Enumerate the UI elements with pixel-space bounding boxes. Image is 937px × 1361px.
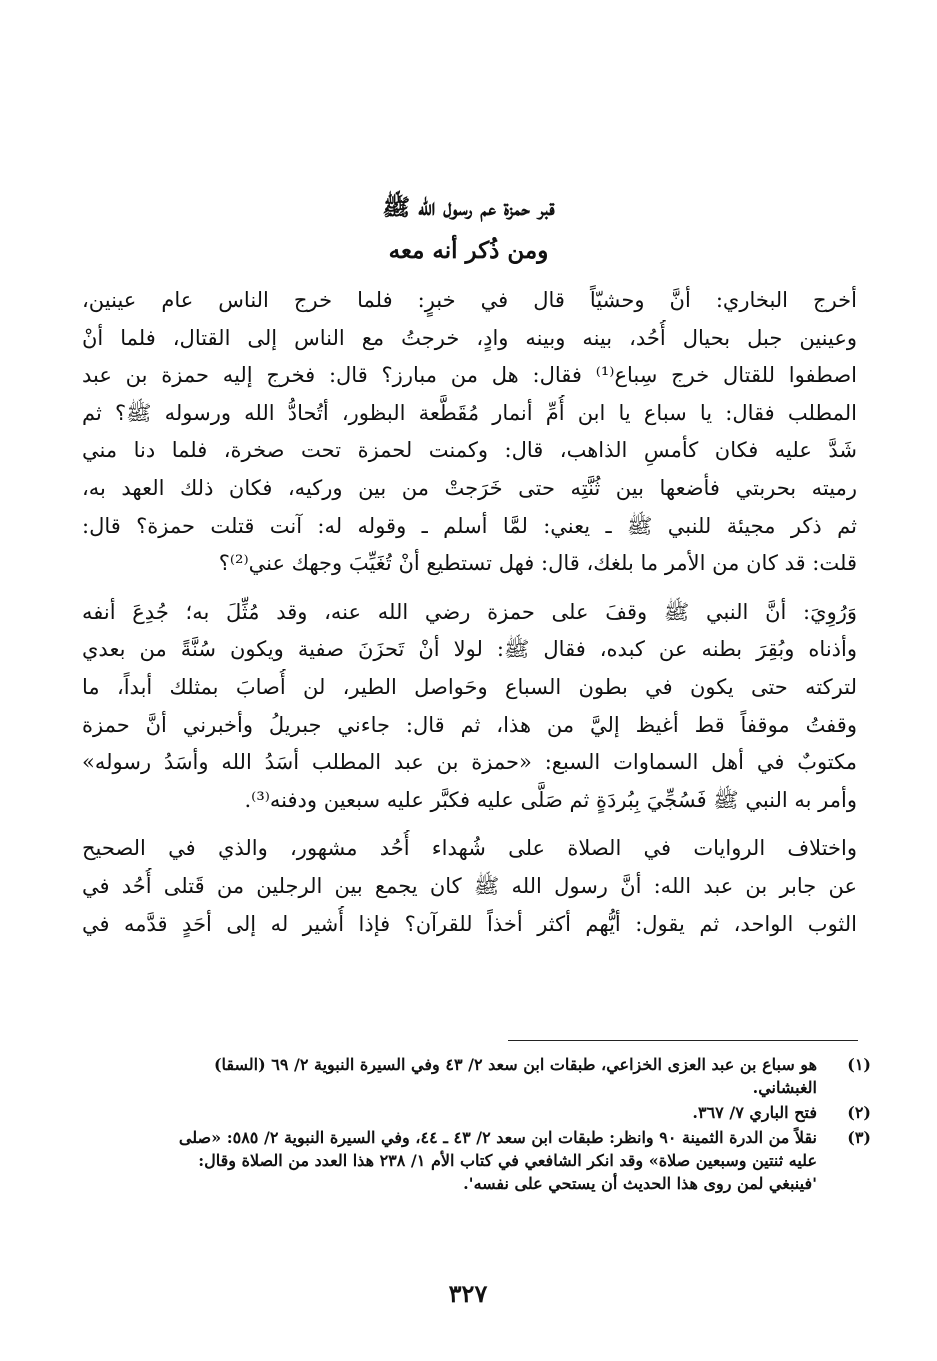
footnote-line: هو سباع بن عبد العزى الخزاعي، طبقات ابن سعد ٢/ ٤٣ وفي السيرة النبوية ٢/ ٦٩ (السقا) — [213, 1055, 817, 1074]
footnote-divider — [508, 1040, 858, 1041]
text-line: قلت: قد كان من الأمر ما بلغك، قال: فهل تستطيع أنْ تُغَيِّبَ وجهك عني⁽²⁾؟ — [218, 551, 857, 576]
footnote-number: (٢) — [847, 1103, 871, 1122]
footnote-line: عليه ثنتين وسبعين صلاة» وقد انكر الشافعي في كتاب الأم ١/ ٢٣٨ هذا العدد من الصلاة وقال: — [198, 1151, 817, 1170]
text-line: الثوب الواحد، ثم يقول: أيُّهم أكثر أخذاً للقرآن؟ فإذا أُشير له إلى أحَدٍ قدَّمه في — [82, 911, 857, 936]
chapter-title: قبر حمزة عم رسول الله ﷺ — [382, 194, 555, 221]
footnote-2 — [71, 1101, 871, 1124]
paragraph-bukhari — [82, 282, 857, 583]
text-line: مكتوبٌ في أهل السماوات السبع: «حمزة بن عبد المطلب أسَدُ الله وأسَدُ رسوله» — [82, 750, 857, 775]
footnote-line: 'فينبغي لمن روى هذا الحديث أن يستحي على نفسه'. — [463, 1174, 817, 1193]
text-line: وَرُوِيَ: أنَّ النبي ﷺ وقفَ على حمزة رضي الله عنه، وقد مُثِّلَ به؛ جُدِعَ أنفه — [82, 599, 857, 624]
footnote-line: الغبشاني. — [752, 1078, 817, 1097]
footnote-line: فتح الباري ٧/ ٣٦٧. — [692, 1103, 817, 1122]
text-line: شَدَّ عليه فكان كأمسِ الذاهب، قال: وكمنت لحمزة تحت صخرة، فلما دنا مني — [82, 438, 857, 463]
paragraph-narration — [82, 594, 857, 820]
text-line: وقفتُ موقفاً قط أغيظ إليَّ من هذا، ثم قال: جاءني جبريلُ وأخبرني أنَّ حمزة — [82, 712, 857, 737]
text-line: واختلاف الروايات في الصلاة على شُهداء أُحُد مشهور، والذي في الصحيح — [82, 836, 857, 861]
footnote-line: نقلاً من الدرة الثمينة ٩٠ وانظر: طبقات ابن سعد ٢/ ٤٣ ـ ٤٤، وفي السيرة النبوية ٢/ ٥٨٥: «صلى — [178, 1128, 817, 1147]
footnote-number: (١) — [847, 1055, 871, 1074]
text-line: وأمر به النبي ﷺ فَسُجِّيَ بِبُردَةٍ ثم صَلَّى عليه فكبَّر عليه سبعين ودفنه⁽³⁾. — [244, 787, 857, 812]
text-line: وأذناه وبُقِرَ بطنه عن كبده، فقال ﷺ: لولا أنْ تَحزَنَ صفية ويكون سُنَّةً من بعدي — [82, 637, 857, 662]
text-line: عن جابر بن عبد الله: أنَّ رسول الله ﷺ كان يجمع بين الرجلين من قَتلى أُحُد في — [82, 873, 857, 898]
text-line: المطلب فقال: يا سباع يا ابن أُمِّ أنمار مُقَطَّعة البظور، أتُحادُّ الله ورسوله ﷺ؟ ثم — [82, 400, 857, 425]
paragraph-prayer — [82, 830, 857, 943]
footnote-3 — [71, 1126, 871, 1195]
text-line: ثم ذكر مجيئة للنبي ﷺ ـ يعني: لمَّا أسلم ـ وقوله له: آنت قتلت حمزة؟ قال: — [82, 513, 857, 538]
footnote-1 — [71, 1053, 871, 1099]
text-line: وعينين جبل بحيال أُحُد، بينه وبينه وادٍ، خرجتُ مع الناس إلى القتال، فلما أنْ — [82, 325, 857, 350]
chapter-subtitle: ومن ذُكر أنه معه — [388, 237, 549, 264]
footnotes — [71, 1053, 871, 1197]
text-line: لتركته حتى يكون في بطون السباع وحَواصل الطير، لن أُصابَ بمثلك أبداً، ما — [82, 674, 857, 699]
main-text — [82, 282, 857, 943]
text-line: اصطفوا للقتال خرج سِباع⁽¹⁾ فقال: هل من مبارز؟ قال: فخرج إليه حمزة بن عبد — [82, 363, 857, 388]
page-number: ٣٢٧ — [448, 1279, 488, 1308]
footnote-number: (٣) — [847, 1128, 871, 1147]
text-line: أخرج البخاري: أنَّ وحشيّاً قال في خبرٍ: فلما خرج الناس عام عينين، — [82, 288, 857, 312]
text-line: رميته بحربتي فأضعها بين ثُنَّتِه حتى خَرَجتْ من بين وركيه، فكان ذلك العهد به، — [82, 475, 857, 500]
